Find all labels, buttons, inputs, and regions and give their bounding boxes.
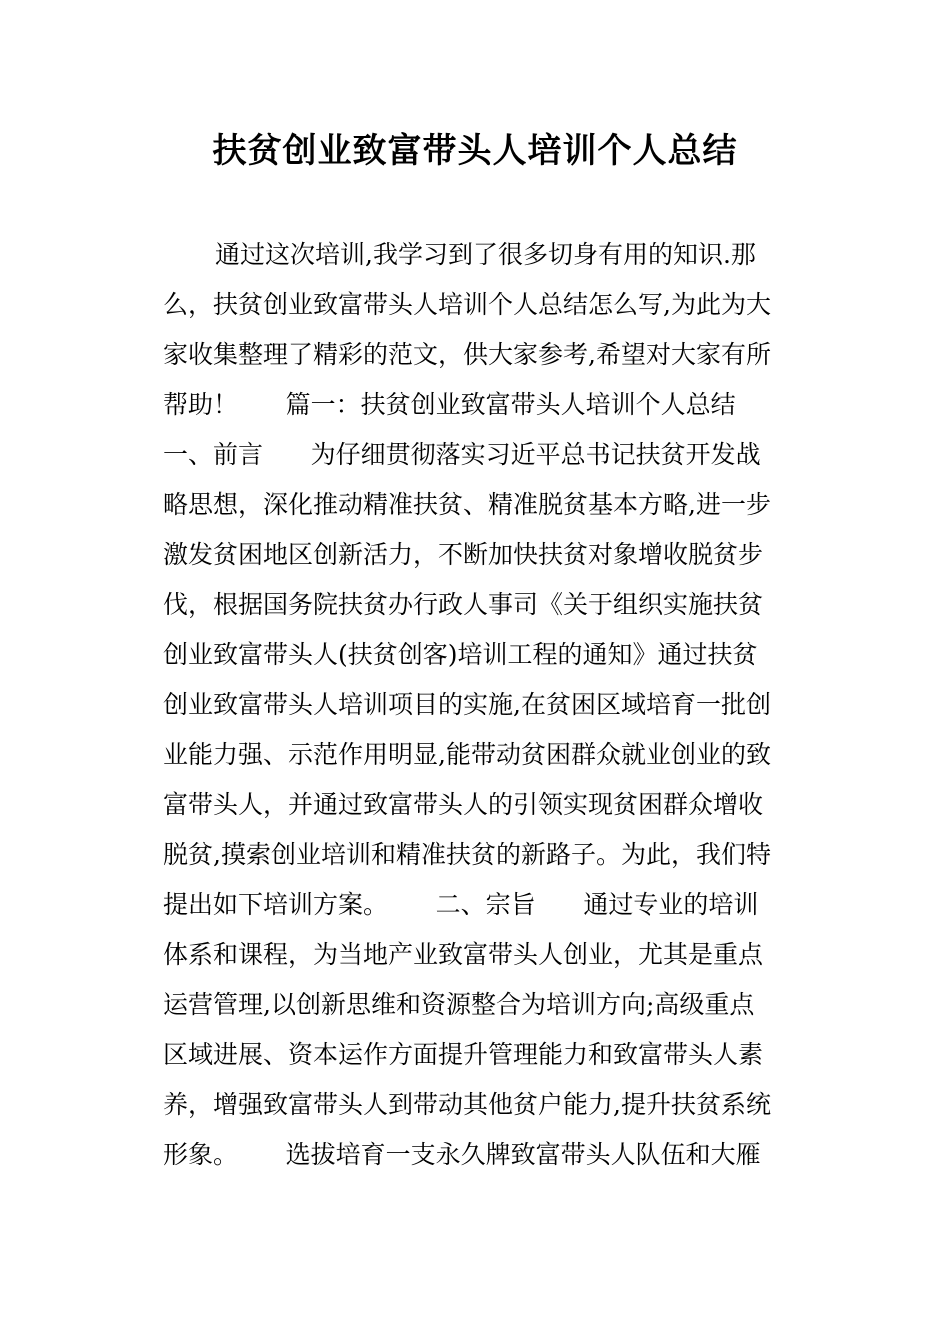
- body-line: 家收集整理了精彩的范文，供大家参考,希望对大家有所: [163, 340, 771, 369]
- body-line: 业能力强、示范作用明显,能带动贫困群众就业创业的致: [163, 740, 771, 769]
- body-line: [163, 230, 793, 280]
- document-body: [163, 230, 793, 1180]
- body-line: 创业致富带头人培训项目的实施,在贫困区域培育一批创: [163, 690, 771, 719]
- body-line: 么，扶贫创业致富带头人培训个人总结怎么写,为此为大: [163, 290, 771, 319]
- body-line-text: 通过这次培训,我学习到了很多切身有用的知识.那: [215, 240, 756, 269]
- body-line: 富带头人，并通过致富带头人的引领实现贫困群众增收: [163, 790, 764, 819]
- body-line: 运营管理,以创新思维和资源整合为培训方向;高级重点: [163, 990, 755, 1019]
- body-line: 区域进展、资本运作方面提升管理能力和致富带头人素: [163, 1040, 764, 1069]
- body-line: 伐，根据国务院扶贫办行政人事司《关于组织实施扶贫: [163, 590, 764, 619]
- body-line: 提出如下培训方案。 二、宗旨 通过专业的培训: [163, 890, 759, 919]
- body-line: 创业致富带头人(扶贫创客)培训工程的通知》通过扶贫: [163, 640, 758, 669]
- body-line: 略思想，深化推动精准扶贫、精准脱贫基本方略,进一步: [163, 490, 771, 519]
- body-line: 养，增强致富带头人到带动其他贫户能力,提升扶贫系统: [163, 1090, 771, 1119]
- body-line: 激发贫困地区创新活力，不断加快扶贫对象增收脱贫步: [163, 540, 764, 569]
- body-line: 体系和课程，为当地产业致富带头人创业，尤其是重点: [163, 940, 764, 969]
- document-title: 扶贫创业致富带头人培训个人总结: [212, 131, 738, 171]
- body-line: 形象。 选拔培育一支永久牌致富带头人队伍和大雁: [163, 1140, 761, 1169]
- body-line: 帮助！ 篇一：扶贫创业致富带头人培训个人总结: [163, 390, 736, 419]
- body-line: 一、前言 为仔细贯彻落实习近平总书记扶贫开发战: [163, 440, 761, 469]
- body-line: 脱贫,摸索创业培训和精准扶贫的新路子。为此，我们特: [163, 840, 771, 869]
